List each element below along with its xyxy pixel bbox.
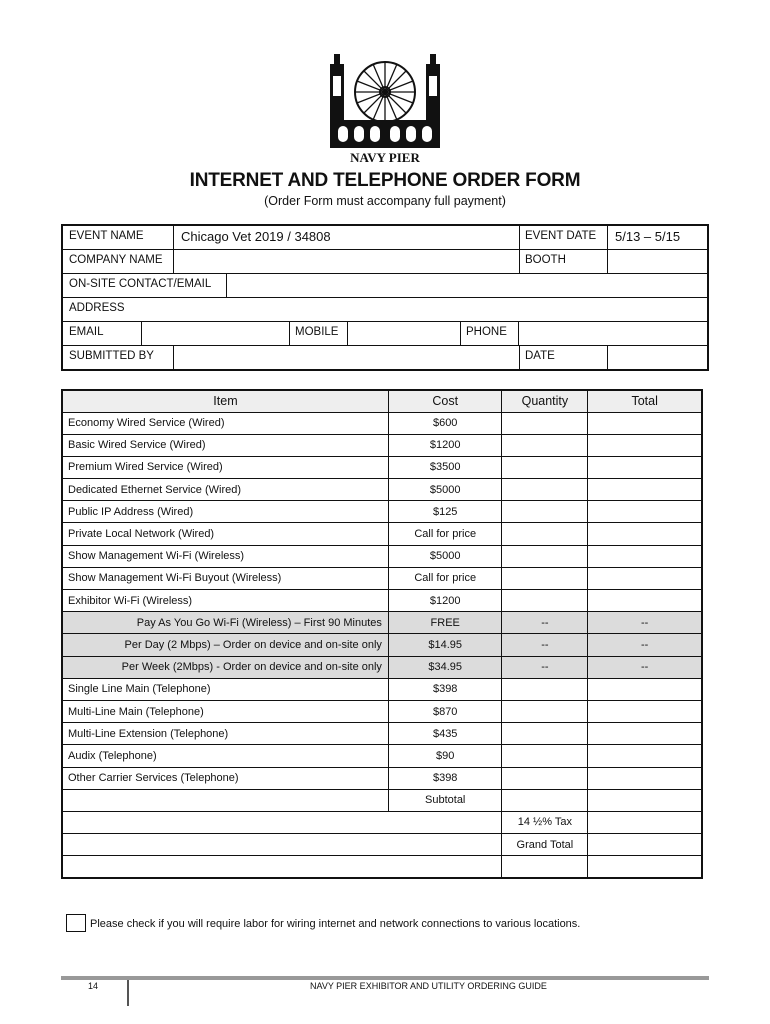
event-name-row (63, 226, 707, 250)
total-field[interactable] (588, 434, 702, 456)
mobile-field[interactable] (349, 322, 459, 345)
quantity-field[interactable] (502, 545, 588, 567)
company-name-label: COMPANY NAME (69, 254, 163, 266)
event-name-label: EVENT NAME (69, 230, 144, 242)
quantity-field[interactable] (502, 700, 588, 722)
quantity-field[interactable] (502, 745, 588, 767)
order-table-body (62, 412, 702, 789)
onsite-contact-field[interactable] (228, 274, 706, 297)
address-label: ADDRESS (69, 302, 125, 314)
item-cell: Other Carrier Services (Telephone) (62, 767, 388, 789)
cost-cell: $1200 (388, 590, 502, 612)
mobile-label: MOBILE (295, 326, 339, 338)
email-field[interactable] (143, 322, 289, 345)
quantity-field[interactable] (502, 523, 588, 545)
quantity-field: -- (502, 656, 588, 678)
tax-label: 14 ½% Tax (502, 811, 588, 833)
tax-row (62, 811, 702, 833)
company-name-row (63, 250, 707, 274)
cost-cell: $5000 (388, 545, 502, 567)
booth-label: BOOTH (525, 254, 566, 266)
quantity-field: -- (502, 634, 588, 656)
phone-label: PHONE (466, 326, 507, 338)
table-row (62, 612, 702, 634)
quantity-field[interactable] (502, 479, 588, 501)
subtotal-label: Subtotal (388, 789, 502, 811)
table-row (62, 523, 702, 545)
cost-cell: $1200 (388, 434, 502, 456)
quantity-field[interactable] (502, 723, 588, 745)
cost-cell: $398 (388, 767, 502, 789)
blank-qty-cell (502, 856, 588, 878)
submitted-row (63, 346, 707, 370)
cost-cell: $125 (388, 501, 502, 523)
total-field[interactable] (588, 501, 702, 523)
quantity-field[interactable] (502, 412, 588, 434)
quantity-field[interactable] (502, 456, 588, 478)
form-title: INTERNET AND TELEPHONE ORDER FORM (189, 170, 581, 191)
grand-total-field[interactable] (588, 834, 702, 856)
company-name-field[interactable] (175, 250, 515, 273)
quantity-field[interactable] (502, 501, 588, 523)
item-cell: Economy Wired Service (Wired) (62, 412, 388, 434)
total-field[interactable] (588, 745, 702, 767)
date-field[interactable] (609, 346, 707, 370)
table-row (62, 745, 702, 767)
subtotal-spacer (62, 789, 388, 811)
quantity-field[interactable] (502, 567, 588, 589)
table-row (62, 501, 702, 523)
table-row (62, 700, 702, 722)
item-cell: Single Line Main (Telephone) (62, 678, 388, 700)
total-field[interactable] (588, 479, 702, 501)
tax-field[interactable] (588, 811, 702, 833)
item-cell: Basic Wired Service (Wired) (62, 434, 388, 456)
table-row (62, 634, 702, 656)
submitted-by-label: SUBMITTED BY (69, 350, 154, 362)
quantity-field[interactable] (502, 434, 588, 456)
table-row (62, 678, 702, 700)
total-field: -- (588, 634, 702, 656)
cost-cell: Call for price (388, 567, 502, 589)
total-field[interactable] (588, 456, 702, 478)
table-row (62, 479, 702, 501)
header-quantity: Quantity (502, 390, 588, 412)
header-cost: Cost (388, 390, 502, 412)
item-cell: Audix (Telephone) (62, 745, 388, 767)
total-field: -- (588, 612, 702, 634)
contact-info-section (61, 224, 709, 371)
header-total: Total (588, 390, 702, 412)
guide-title: NAVY PIER EXHIBITOR AND UTILITY ORDERING GUIDE (310, 981, 547, 991)
grand-total-spacer (62, 834, 502, 856)
tax-spacer (62, 811, 502, 833)
subtotal-row (62, 789, 702, 811)
item-cell: Pay As You Go Wi-Fi (Wireless) – First 90 Minutes (62, 612, 388, 634)
page-number: 14 (88, 981, 99, 991)
quantity-field: -- (502, 612, 588, 634)
table-row (62, 590, 702, 612)
quantity-field[interactable] (502, 678, 588, 700)
total-field: -- (588, 656, 702, 678)
submitted-by-field[interactable] (175, 346, 515, 370)
quantity-field[interactable] (502, 767, 588, 789)
total-field[interactable] (588, 545, 702, 567)
item-cell: Show Management Wi-Fi (Wireless) (62, 545, 388, 567)
address-row (63, 298, 707, 322)
subtotal-qty-cell (502, 789, 588, 811)
grand-total-row (62, 834, 702, 856)
event-date-label: EVENT DATE (525, 230, 597, 242)
date-label: DATE (525, 350, 555, 362)
cost-cell: $34.95 (388, 656, 502, 678)
item-cell: Per Week (2Mbps) - Order on device and on-site only (62, 656, 388, 678)
cost-cell: $600 (388, 412, 502, 434)
item-cell: Public IP Address (Wired) (62, 501, 388, 523)
cost-cell: Call for price (388, 523, 502, 545)
footer-separator (127, 980, 129, 1006)
quantity-field[interactable] (502, 590, 588, 612)
total-field[interactable] (588, 767, 702, 789)
table-row (62, 545, 702, 567)
item-cell: Multi-Line Extension (Telephone) (62, 723, 388, 745)
item-cell: Dedicated Ethernet Service (Wired) (62, 479, 388, 501)
email-row (63, 322, 707, 346)
table-row (62, 656, 702, 678)
table-row (62, 767, 702, 789)
phone-field[interactable] (520, 322, 706, 345)
cost-cell: $870 (388, 700, 502, 722)
cost-cell: $5000 (388, 479, 502, 501)
item-cell: Premium Wired Service (Wired) (62, 456, 388, 478)
event-name-field[interactable]: Chicago Vet 2019 / 34808 (181, 229, 331, 244)
onsite-contact-row (63, 274, 707, 298)
email-label: EMAIL (69, 326, 104, 338)
cost-cell: $90 (388, 745, 502, 767)
table-row (62, 412, 702, 434)
cost-cell: $435 (388, 723, 502, 745)
labor-checkbox-label: Please check if you will require labor for wiring internet and network connections to various locations. (90, 918, 581, 930)
blank-total-cell (588, 856, 702, 878)
grand-total-label: Grand Total (502, 834, 588, 856)
event-date-field[interactable]: 5/13 – 5/15 (615, 229, 681, 244)
onsite-contact-label: ON-SITE CONTACT/EMAIL (69, 278, 212, 290)
table-row (62, 434, 702, 456)
footer-rule (61, 976, 709, 980)
labor-checkbox[interactable] (66, 914, 86, 932)
booth-field[interactable] (609, 250, 707, 273)
cost-cell: $398 (388, 678, 502, 700)
table-row (62, 723, 702, 745)
cost-cell: FREE (388, 612, 502, 634)
order-table (61, 389, 703, 879)
total-field[interactable] (588, 590, 702, 612)
item-cell: Private Local Network (Wired) (62, 523, 388, 545)
form-subtitle: (Order Form must accompany full payment) (264, 194, 506, 208)
total-field[interactable] (588, 723, 702, 745)
svg-text:NAVY PIER: NAVY PIER (350, 150, 420, 165)
total-field[interactable] (588, 412, 702, 434)
navy-pier-logo (326, 50, 444, 166)
total-field[interactable] (588, 700, 702, 722)
item-cell: Per Day (2 Mbps) – Order on device and on-site only (62, 634, 388, 656)
cost-cell: $14.95 (388, 634, 502, 656)
total-field[interactable] (588, 523, 702, 545)
item-cell: Exhibitor Wi-Fi (Wireless) (62, 590, 388, 612)
cost-cell: $3500 (388, 456, 502, 478)
table-header-row (62, 390, 702, 412)
item-cell: Show Management Wi-Fi Buyout (Wireless) (62, 567, 388, 589)
blank-row (62, 856, 702, 878)
item-cell: Multi-Line Main (Telephone) (62, 700, 388, 722)
blank-spacer (62, 856, 502, 878)
total-field[interactable] (588, 678, 702, 700)
table-row (62, 456, 702, 478)
table-row (62, 567, 702, 589)
subtotal-field[interactable] (588, 789, 702, 811)
total-field[interactable] (588, 567, 702, 589)
header-item: Item (62, 390, 388, 412)
